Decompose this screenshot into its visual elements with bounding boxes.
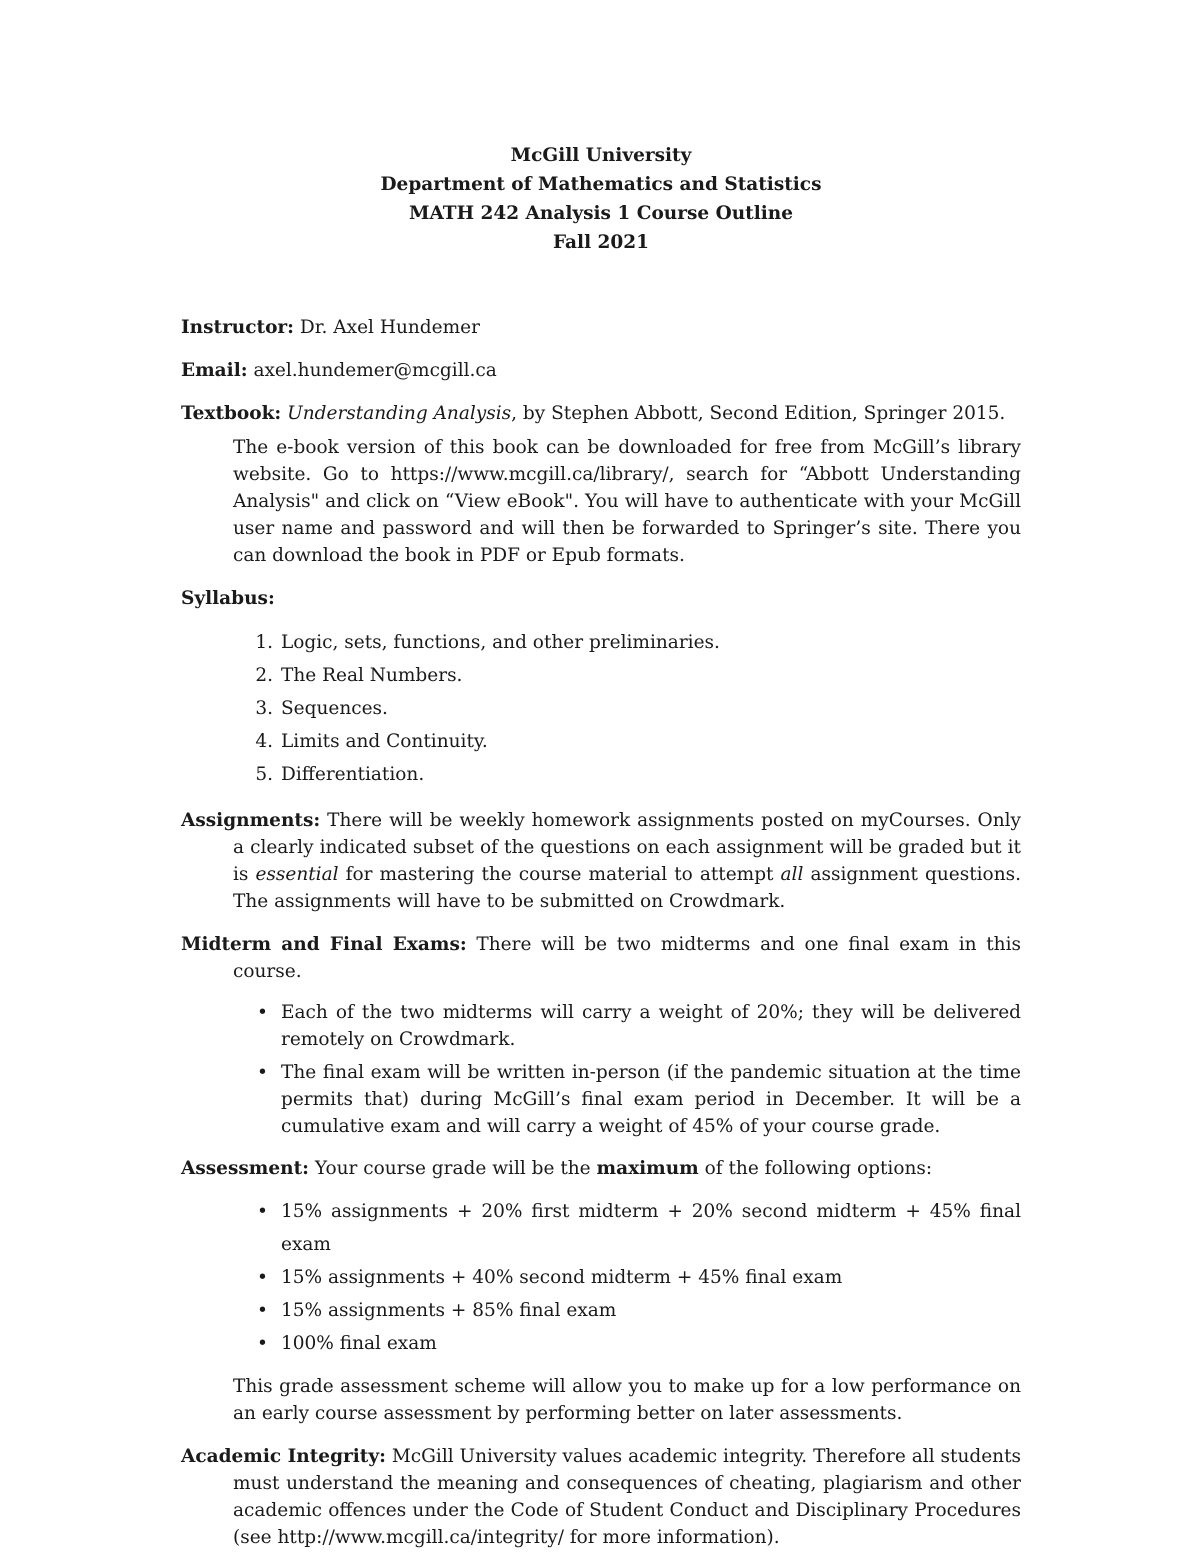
- list-item: [255, 626, 1021, 659]
- exams-paragraph: [181, 931, 1021, 985]
- assessment-text: of the following options:: [698, 1158, 933, 1179]
- list-text: 15% assignments + 20% first midterm + 20% second midterm + 45% final exam: [281, 1201, 1021, 1255]
- assignments-paragraph: [181, 807, 1021, 915]
- bullet-icon: •: [257, 1201, 268, 1222]
- course-title: MATH 242 Analysis 1 Course Outline: [408, 203, 794, 224]
- list-text: 15% assignments + 85% final exam: [281, 1300, 617, 1321]
- title-block: [181, 141, 1021, 257]
- assignments-emphasis: essential: [255, 864, 339, 885]
- list-item: [255, 725, 1021, 758]
- textbook-label: Textbook:: [181, 403, 282, 424]
- assessment-text: Your course grade will be the: [308, 1158, 597, 1179]
- list-text: 15% assignments + 40% second midterm + 45% final exam: [281, 1267, 843, 1288]
- assignments-text: for mastering the course material to attempt: [338, 864, 781, 885]
- list-text: Sequences.: [281, 698, 388, 719]
- list-text: The final exam will be written in-person (if the pandemic situation at the time permits that) during McGill’s final exam period in December. It will be a cumulative exam and will carry a weight of 45% of your course grade.: [281, 1062, 1021, 1137]
- textbook-note: The e-book version of this book can be downloaded for free from McGill’s library website. Go to https://www.mcgill.ca/library/, search for “Abbott Understanding Analysis" and click on “View eBook". You will have to authenticate with your McGill user name and password and will then be forwarded to Springer’s site. There you can download the book in PDF or Epub formats.: [233, 437, 1021, 566]
- syllabus-heading: [181, 585, 1021, 612]
- instructor-line: [181, 314, 1021, 341]
- integrity-label: Academic Integrity:: [181, 1446, 386, 1467]
- list-item: [257, 999, 1021, 1053]
- integrity-paragraph: [181, 1443, 1021, 1551]
- list-item: [255, 692, 1021, 725]
- list-number: 3.: [255, 698, 273, 719]
- syllabus-list: [181, 626, 1021, 791]
- list-item: [257, 1059, 1021, 1140]
- instructor-value: Dr. Axel Hundemer: [299, 317, 480, 338]
- syllabus-label: Syllabus:: [181, 588, 275, 609]
- department-name: Department of Mathematics and Statistics: [380, 174, 822, 195]
- email-line: [181, 357, 1021, 384]
- list-text: The Real Numbers.: [281, 665, 463, 686]
- list-number: 5.: [255, 764, 273, 785]
- textbook-title: Understanding Analysis: [287, 403, 512, 424]
- textbook-details: , by Stephen Abbott, Second Edition, Springer 2015.: [511, 403, 1006, 424]
- list-item: [255, 659, 1021, 692]
- list-number: 2.: [255, 665, 273, 686]
- document-page: [181, 141, 1021, 1551]
- bullet-icon: •: [257, 1062, 268, 1083]
- assignments-label: Assignments:: [181, 810, 321, 831]
- exams-list: [181, 999, 1021, 1140]
- list-number: 1.: [255, 632, 273, 653]
- list-text: 100% final exam: [281, 1333, 437, 1354]
- textbook-line: [181, 400, 1021, 427]
- assessment-options-list: [181, 1195, 1021, 1360]
- term: Fall 2021: [552, 232, 650, 253]
- list-number: 4.: [255, 731, 273, 752]
- assessment-label: Assessment:: [181, 1158, 309, 1179]
- bullet-icon: •: [257, 1333, 268, 1354]
- assessment-paragraph: [181, 1155, 1021, 1182]
- list-text: Logic, sets, functions, and other preliminaries.: [281, 632, 720, 653]
- exams-label: Midterm and Final Exams:: [181, 934, 467, 955]
- list-text: Each of the two midterms will carry a weight of 20%; they will be delivered remotely on Crowdmark.: [281, 1002, 1021, 1050]
- bullet-icon: •: [257, 1300, 268, 1321]
- list-item: [257, 1327, 1021, 1360]
- list-text: Differentiation.: [281, 764, 425, 785]
- bullet-icon: •: [257, 1267, 268, 1288]
- exams-intro: There will be two midterms and one final exam in this course.: [233, 934, 1021, 982]
- email-value: axel.hundemer@mcgill.ca: [253, 360, 497, 381]
- list-item: [257, 1294, 1021, 1327]
- integrity-text: McGill University values academic integrity. Therefore all students must understand the meaning and consequences of cheating, plagiarism and other academic offences under the Code of Student Conduct and Disciplinary Procedures (see http://www.mcgill.ca/integrity/ for more information).: [233, 1446, 1021, 1548]
- list-item: [257, 1195, 1021, 1261]
- assignments-text: There will be weekly homework assignments posted on myCourses. Only a clearly indicated subset of the questions on each assignment will be graded but it is: [233, 810, 1021, 885]
- list-item: [255, 758, 1021, 791]
- list-item: [257, 1261, 1021, 1294]
- university-name: McGill University: [510, 145, 692, 166]
- assessment-note: This grade assessment scheme will allow you to make up for a low performance on an early course assessment by performing better on later assessments.: [233, 1376, 1021, 1424]
- assessment-emphasis: maximum: [596, 1158, 699, 1179]
- instructor-label: Instructor:: [181, 317, 294, 338]
- email-label: Email:: [181, 360, 248, 381]
- assignments-emphasis: all: [780, 864, 804, 885]
- assignments-text: assignment questions. The assignments will have to be submitted on Crowdmark.: [233, 864, 1021, 912]
- list-text: Limits and Continuity.: [281, 731, 488, 752]
- bullet-icon: •: [257, 1002, 268, 1023]
